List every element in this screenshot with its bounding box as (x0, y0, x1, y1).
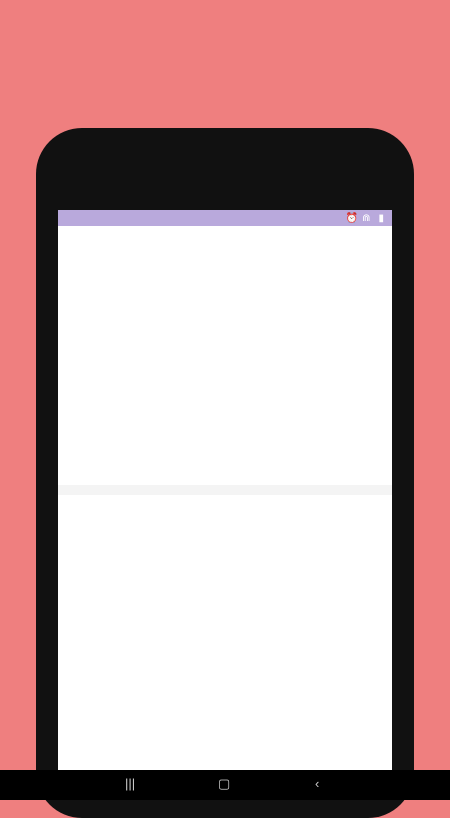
back-button[interactable]: ‹ (315, 776, 320, 791)
battery-icon: ▮ (378, 212, 384, 224)
navigation-bar (0, 770, 450, 800)
wifi-icon: ⋒ (362, 212, 371, 224)
phone-screen (58, 210, 392, 770)
recent-apps-button[interactable]: ||| (125, 776, 136, 791)
home-button[interactable]: ▢ (218, 776, 231, 791)
status-bar (58, 210, 392, 226)
alarm-icon: ⏰ (345, 212, 359, 224)
page-break (58, 485, 392, 495)
document-view[interactable] (58, 226, 392, 756)
